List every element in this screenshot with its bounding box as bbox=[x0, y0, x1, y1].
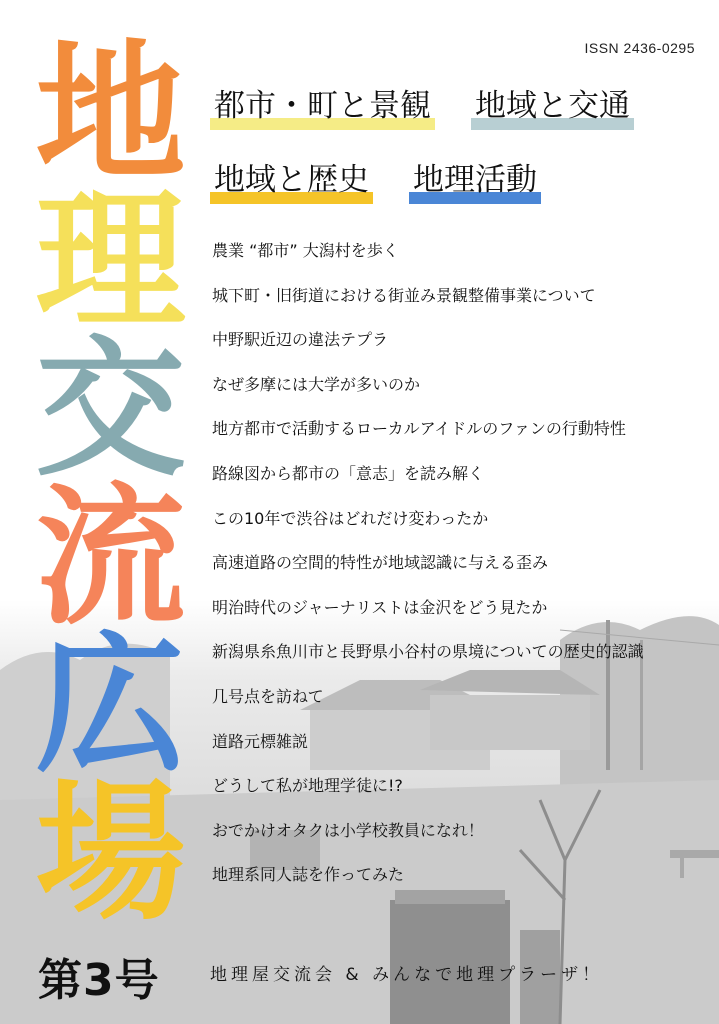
title-char: 流 bbox=[35, 471, 186, 645]
tag-urban-landscape bbox=[210, 86, 435, 126]
category-tags bbox=[210, 86, 710, 234]
title-char: 場 bbox=[35, 767, 186, 941]
article-title: 明治時代のジャーナリストは金沢をどう見たか bbox=[212, 597, 548, 617]
issue-number: 第3号 bbox=[38, 955, 160, 1006]
issn-number: ISSN 2436-0295 bbox=[584, 40, 695, 56]
tag-label: 地域と歴史 bbox=[214, 162, 369, 198]
tag-label: 地域と交通 bbox=[475, 88, 630, 124]
title-char: 交 bbox=[35, 323, 186, 497]
article-title: この10年で渋谷はどれだけ変わったか bbox=[212, 508, 489, 528]
title-char: 地 bbox=[35, 27, 186, 201]
tag-label: 都市・町と景観 bbox=[214, 88, 431, 124]
magazine-title bbox=[28, 27, 193, 941]
article-title: 道路元標雑説 bbox=[212, 731, 309, 751]
article-title: 農業 “都市” 大潟村を歩く bbox=[212, 241, 399, 260]
publisher-credit: 地理屋交流会 & みんなで地理プラーザ！ bbox=[210, 965, 604, 985]
tag-row bbox=[210, 160, 710, 200]
article-title: 路線図から都市の「意志」を読み解く bbox=[212, 463, 485, 483]
article-title: どうして私が地理学徒に!? bbox=[212, 776, 403, 796]
title-char: 広 bbox=[35, 619, 186, 793]
tag-row bbox=[210, 86, 710, 126]
article-title: 地理系同人誌を作ってみた bbox=[212, 865, 405, 885]
article-title: 中野駅近辺の違法テプラ bbox=[212, 330, 389, 350]
article-list bbox=[212, 236, 712, 905]
article-title: 高速道路の空間的特性が地域認識に与える歪み bbox=[212, 553, 549, 573]
article-title: なぜ多摩には大学が多いのか bbox=[212, 374, 421, 394]
title-char: 理 bbox=[35, 175, 186, 349]
tag-region-history bbox=[210, 160, 373, 200]
tag-region-transport bbox=[471, 86, 634, 126]
article-title: 新潟県糸魚川市と長野県小谷村の県境についての歴史的認識 bbox=[212, 642, 644, 662]
article-title: 几号点を訪ねて bbox=[212, 686, 324, 706]
tag-label: 地理活動 bbox=[413, 162, 537, 198]
article-title: 地方都市で活動するローカルアイドルのファンの行動特性 bbox=[212, 419, 626, 439]
article-title: おでかけオタクは小学校教員になれ！ bbox=[212, 820, 484, 840]
tag-geo-activities bbox=[409, 160, 541, 200]
article-title: 城下町・旧街道における街並み景観整備事業について bbox=[212, 285, 596, 305]
